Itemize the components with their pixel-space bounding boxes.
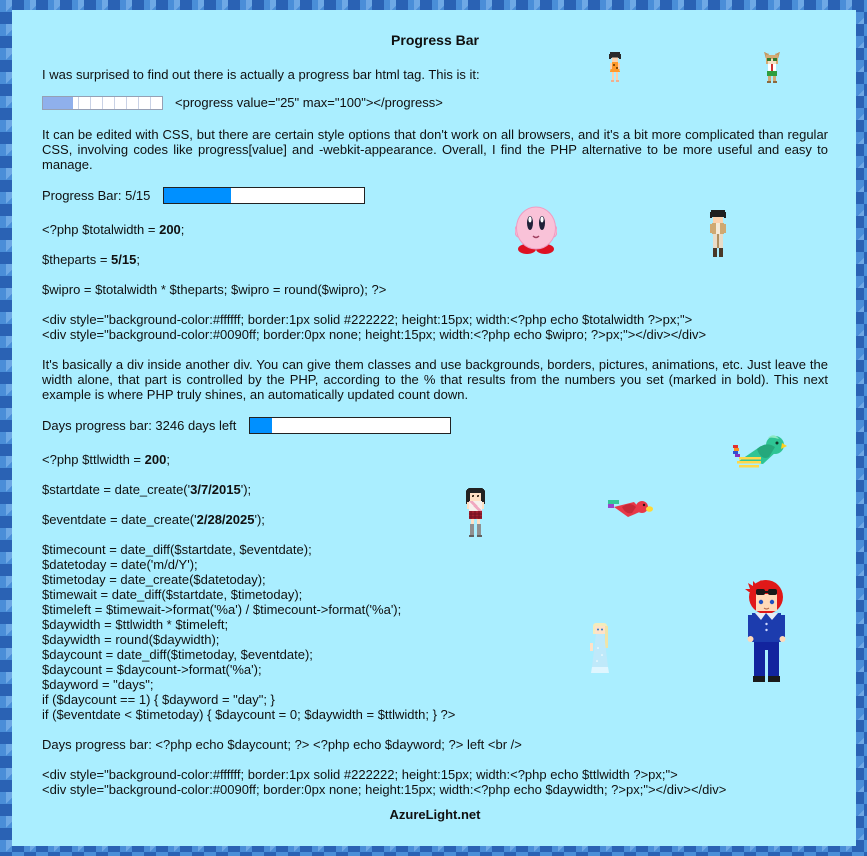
code-line: $timeleft = $timewait->format('%a') / $timecount->format('%a'); — [42, 602, 402, 617]
html-progress-fill — [43, 97, 73, 109]
css-paragraph: It can be edited with CSS, but there are certain style options that don't work on all browsers, and it's a bit more complicated than regular CSS, involving codes like progress[value] and -webkit-appearance. Overall, I find the PHP alternative to be more useful and easy to manage. — [42, 127, 828, 172]
code-line: $daywidth = round($daywidth); — [42, 632, 220, 647]
example1-bar — [163, 187, 365, 204]
php-line: <?php $totalwidth = 200; — [42, 222, 185, 237]
intro-paragraph: I was surprised to find out there is actually a progress bar html tag. This is it: — [42, 67, 480, 82]
code-line: $daycount = date_diff($timetoday, $eventdate); — [42, 647, 313, 662]
progress-tag-code: <progress value="25" max="100"></progress> — [175, 95, 443, 110]
red-bird-sprite — [608, 497, 653, 523]
example2-div-code — [42, 767, 828, 797]
code-line: <div style="background-color:#0090ff; border:0px none; height:15px; width:<?php echo $wipro; ?>px;"></div></div> — [42, 327, 707, 342]
php-line: $eventdate = date_create('2/28/2025'); — [42, 512, 265, 527]
middle-paragraph: It's basically a div inside another div. You can give them classes and use backgrounds, borders, pictures, animations, etc. Just leave the width alone, that part is controlled by the PHP, according to the % that results from the numbers you set (marked in bold). This next example is where PHP truly shines, an automatically updated count down. — [42, 357, 828, 402]
example1-bar-row — [42, 187, 828, 204]
code-line: $daywidth = $ttlwidth * $timeleft; — [42, 617, 229, 632]
elsa-sprite — [588, 623, 612, 677]
code-line: $dayword = "days"; — [42, 677, 154, 692]
code-line: <div style="background-color:#ffffff; border:1px solid #222222; height:15px; width:<?php echo $ttlwidth ?>px;"> — [42, 767, 678, 782]
code-line: <div style="background-color:#ffffff; border:1px solid #222222; height:15px; width:<?php echo $totalwidth ?>px;"> — [42, 312, 693, 327]
page-title: Progress Bar — [391, 32, 479, 48]
echo-line: Days progress bar: <?php echo $daycount; ?> <?php echo $dayword; ?> left <br /> — [42, 737, 522, 752]
black-haired-girl-sprite — [463, 488, 488, 538]
code-line: if ($eventdate < $timetoday) { $daycount = 0; $daywidth = $ttlwidth; } ?> — [42, 707, 456, 722]
code-line: $datetoday = date('m/d/Y'); — [42, 557, 198, 572]
example2-label: Days progress bar: 3246 days left — [42, 418, 237, 433]
code-line: if ($daycount == 1) { $dayword = "day"; } — [42, 692, 275, 707]
example1-div-code — [42, 312, 828, 342]
example2-bar-fill — [250, 418, 272, 433]
example2-bar — [249, 417, 451, 434]
red-haired-boy-sprite — [745, 580, 788, 683]
kirby-sprite — [515, 205, 557, 255]
html-progress-bar — [42, 96, 163, 110]
php-line: <?php $ttlwidth = 200; — [42, 452, 170, 467]
example1-bar-fill — [164, 188, 231, 203]
example1-label: Progress Bar: 5/15 — [42, 188, 151, 203]
php-line: $startdate = date_create('3/7/2015'); — [42, 482, 252, 497]
code-line: <div style="background-color:#0090ff; border:0px none; height:15px; width:<?php echo $daywidth; ?>px;"></div></div> — [42, 782, 727, 797]
code-line: $timetoday = date_create($datetoday); — [42, 572, 266, 587]
girl-orange-dress-sprite — [608, 52, 622, 82]
code-line: $timewait = date_diff($startdate, $timetoday); — [42, 587, 303, 602]
example2-code-block — [42, 542, 828, 722]
code-line: $timecount = date_diff($startdate, $eventdate); — [42, 542, 312, 557]
page-content — [12, 10, 856, 846]
site-name: AzureLight.net — [389, 807, 481, 822]
code-line: $daycount = $daycount->format('%a'); — [42, 662, 262, 677]
green-parrot-sprite — [733, 433, 787, 472]
php-line: $wipro = $totalwidth * $theparts; $wipro = round($wipro); ?> — [42, 282, 387, 297]
html-progress-row — [42, 95, 828, 110]
dark-haired-boy-sprite — [708, 210, 728, 258]
example2-bar-row — [42, 417, 828, 434]
fox-glasses-sprite — [762, 52, 782, 83]
php-line: $theparts = 5/15; — [42, 252, 140, 267]
